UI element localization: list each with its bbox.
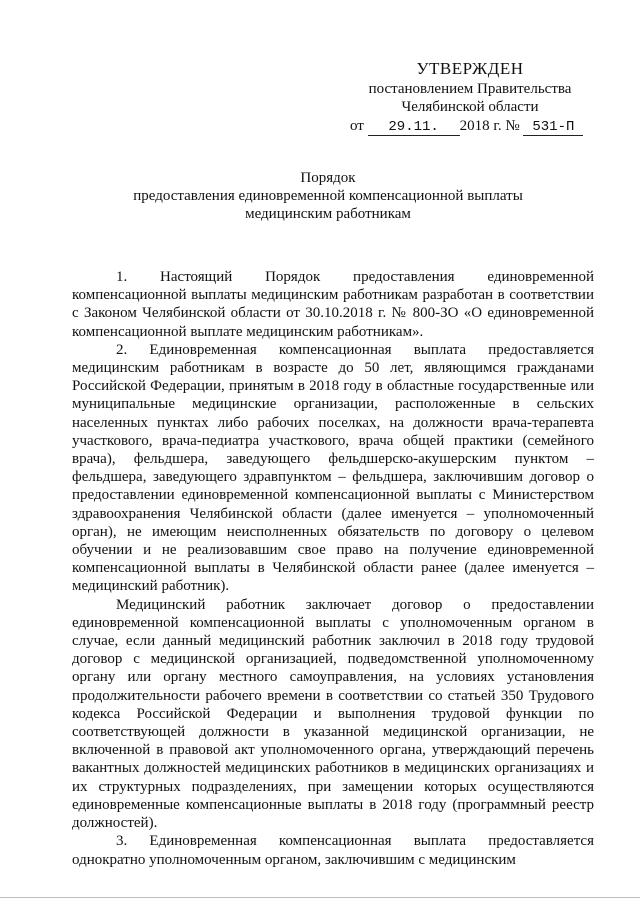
paragraph-4: 3. Единовременная компенсационная выплата предоставляется однократно уполномоченным органом, заключившим с медицинским — [72, 833, 594, 868]
paragraph-3: Медицинский работник заключает договор о предоставлении единовременной компенсационной выплаты с уполномоченным органом в случае, если данный медицинский работник заключил в 2018 году трудовой договор с медицинской организацией, подведомственной уполномоченному органу или органу местного самоуправления, на условиях установления продолжительности рабочего времени в соответствии со статьей 350 Трудового кодекса Российской Федерации и выполнения трудовой функции по соответствующей должности в указанной медицинской организации, не включенной в правовой акт уполномоченного органа, утверждающий перечень вакантных должностей медицинских работников в медицинских организациях и их структурных подразделениях, при замещении которых осуществляются единовременные компенсационные выплаты в 2018 году (программный реестр должностей). — [72, 596, 594, 832]
decree-number: 531-П — [523, 119, 583, 136]
document-title — [70, 169, 586, 223]
decree-date: 29.11. — [368, 119, 460, 136]
approval-title: УТВЕРЖДЕН — [416, 59, 524, 78]
approval-line-government: постановлением Правительства — [368, 81, 572, 97]
title-line-2: предоставления единовременной компенсационной выплаты — [133, 188, 523, 204]
document-body — [72, 268, 594, 869]
paragraph-2: 2. Единовременная компенсационная выплата предоставляется медицинским работникам в возрасте до 50 лет, являющимся гражданами Российской Федерации, принятым в 2018 году в областные государственные или муниципальные медицинские организации, расположенные в сельских населенных пунктах либо рабочих поселках, на должности врача-терапевта участкового, врача-педиатра участкового, врача общей практики (семейного врача), фельдшера, заведующего фельдшерско-акушерским пунктом – фельдшера, заведующего здравпунктом – фельдшера, заключившим договор о предоставлении единовременной компенсационной выплаты с Министерством здравоохранения Челябинской области (далее именуется – уполномоченный орган), не имеющим неисполненных обязательств по договору о целевом обучении и не реализовавшим свое право на получение единовременной компенсационной выплаты в Челябинской области ранее (далее именуется – медицинский работник). — [72, 341, 594, 595]
decree-from-label: от — [350, 118, 364, 134]
title-line-3: медицинским работникам — [245, 206, 411, 222]
paragraph-1: 1. Настоящий Порядок предоставления единовременной компенсационной выплаты медицинским работникам разработан в соответствии с Законом Челябинской области от 30.10.2018 г. № 800-ЗО «О единовременной компенсационной выплате медицинским работникам». — [72, 269, 594, 340]
page-bottom-edge — [0, 897, 640, 898]
decree-reference — [340, 117, 600, 136]
approval-line-region: Челябинской области — [401, 99, 539, 115]
approval-block — [340, 60, 600, 136]
title-line-1: Порядок — [300, 170, 356, 186]
decree-year-label: 2018 г. № — [459, 118, 520, 134]
